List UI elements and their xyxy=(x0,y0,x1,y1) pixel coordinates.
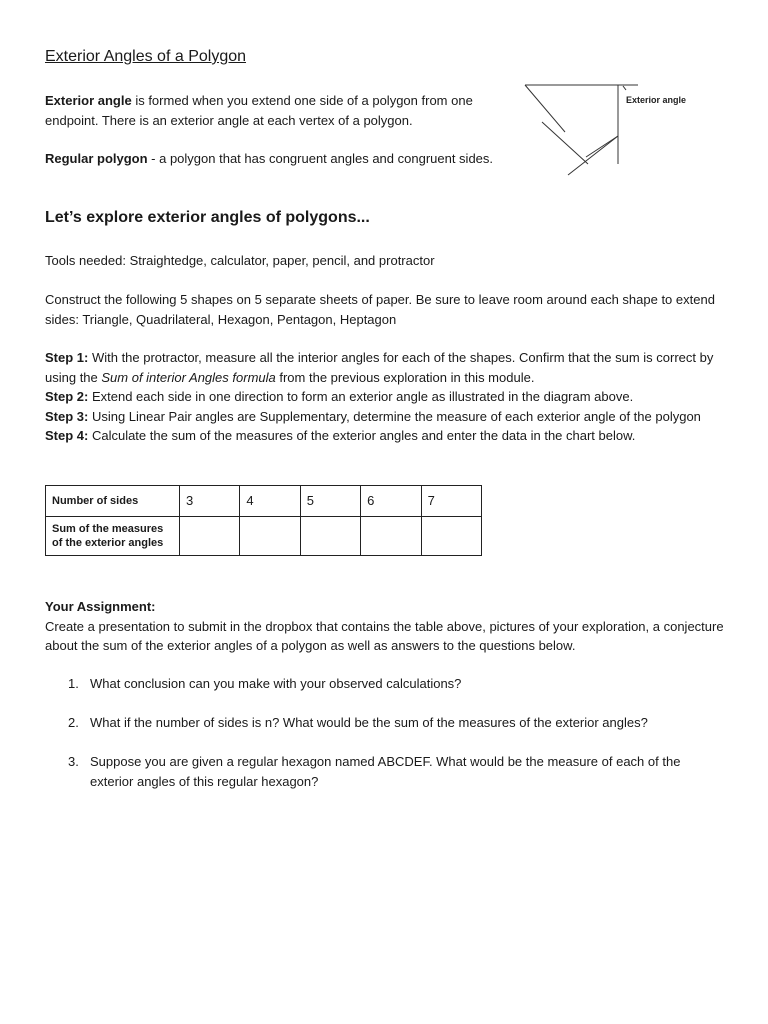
exterior-angle-term: Exterior angle xyxy=(45,93,132,108)
step-4-text: Calculate the sum of the measures of the exterior angles and enter the data in the chart below. xyxy=(88,428,636,443)
exterior-angle-definition xyxy=(45,91,515,130)
table-cell-sides: 5 xyxy=(300,486,360,517)
exterior-angle-diagram xyxy=(520,72,720,182)
table-cell-sum[interactable] xyxy=(180,517,240,556)
question-number: 1. xyxy=(68,676,79,691)
step-1-label: Step 1: xyxy=(45,350,89,365)
step-2-label: Step 2: xyxy=(45,389,89,404)
question-text: Suppose you are given a regular hexagon named ABCDEF. What would be the measure of each of the exterior angles of this regular hexagon? xyxy=(90,754,681,789)
list-item xyxy=(45,713,725,733)
assignment-section xyxy=(45,597,725,656)
regular-polygon-text: - a polygon that has congruent angles and congruent sides. xyxy=(147,151,494,166)
construct-instructions: Construct the following 5 shapes on 5 separate sheets of paper. Be sure to leave room around each shape to extend sides: Triangle, Quadrilateral, Hexagon, Pentagon, Heptagon xyxy=(45,292,715,327)
list-item xyxy=(45,752,725,791)
list-item xyxy=(45,674,725,694)
step-1 xyxy=(45,348,725,387)
regular-polygon-definition xyxy=(45,149,495,169)
question-text: What if the number of sides is n? What would be the sum of the measures of the exterior angles? xyxy=(90,715,648,730)
table-header-sums: Sum of the measures of the exterior angles xyxy=(46,517,180,556)
step-1-text: With the protractor, measure all the interior angles for each of the shapes. Confirm that the sum is correct by using the xyxy=(45,350,714,385)
table-row-sides xyxy=(46,486,482,517)
diagram-label: Exterior angle xyxy=(626,95,687,105)
step-3-label: Step 3: xyxy=(45,408,89,424)
step-4-label: Step 4: xyxy=(45,428,89,443)
diagram-angle-mark xyxy=(623,86,626,90)
steps-list xyxy=(45,348,725,446)
question-text: What conclusion can you make with your observed calculations? xyxy=(90,676,462,691)
questions-list xyxy=(45,674,725,811)
assignment-heading: Your Assignment: xyxy=(45,599,156,614)
table-cell-sum[interactable] xyxy=(240,517,300,556)
table-cell-sides: 7 xyxy=(421,486,481,517)
table-cell-sides: 4 xyxy=(240,486,300,517)
step-2-text: Extend each side in one direction to form an exterior angle as illustrated in the diagram above. xyxy=(88,389,634,404)
table-header-sides: Number of sides xyxy=(46,486,180,517)
question-number: 3. xyxy=(68,754,79,769)
step-1-text-end: from the previous exploration in this module. xyxy=(275,369,535,385)
table-cell-sides: 6 xyxy=(361,486,421,517)
step-4 xyxy=(45,426,725,446)
step-1-formula: Sum of interior Angles formula xyxy=(101,369,276,385)
table-row-sums xyxy=(46,517,482,556)
step-3 xyxy=(45,407,725,427)
diagram-bottom-side xyxy=(568,136,618,175)
step-3-text: Using Linear Pair angles are Supplementary, determine the measure of each exterior angle of the polygon xyxy=(88,408,701,424)
regular-polygon-term: Regular polygon xyxy=(45,151,148,166)
explore-heading: Let’s explore exterior angles of polygons... xyxy=(45,209,370,226)
table-cell-sum[interactable] xyxy=(300,517,360,556)
tools-needed: Tools needed: Straightedge, calculator, paper, pencil, and protractor xyxy=(45,253,435,268)
diagram-left-extension xyxy=(542,122,588,164)
table-cell-sum[interactable] xyxy=(421,517,481,556)
table-cell-sum[interactable] xyxy=(361,517,421,556)
question-number: 2. xyxy=(68,715,79,730)
table-cell-sides: 3 xyxy=(180,486,240,517)
step-2 xyxy=(45,387,725,407)
page-title: Exterior Angles of a Polygon xyxy=(45,48,247,65)
diagram-lower-edge xyxy=(586,136,618,157)
exterior-angles-table xyxy=(45,485,482,556)
exterior-angle-text: is formed when you extend one side of a polygon from one endpoint. There is an exterior angle at each vertex of a polygon. xyxy=(45,93,473,128)
assignment-text: Create a presentation to submit in the dropbox that contains the table above, pictures of your exploration, a conjecture about the sum of the exterior angles of a polygon as well as answers to the questions below. xyxy=(45,618,724,653)
